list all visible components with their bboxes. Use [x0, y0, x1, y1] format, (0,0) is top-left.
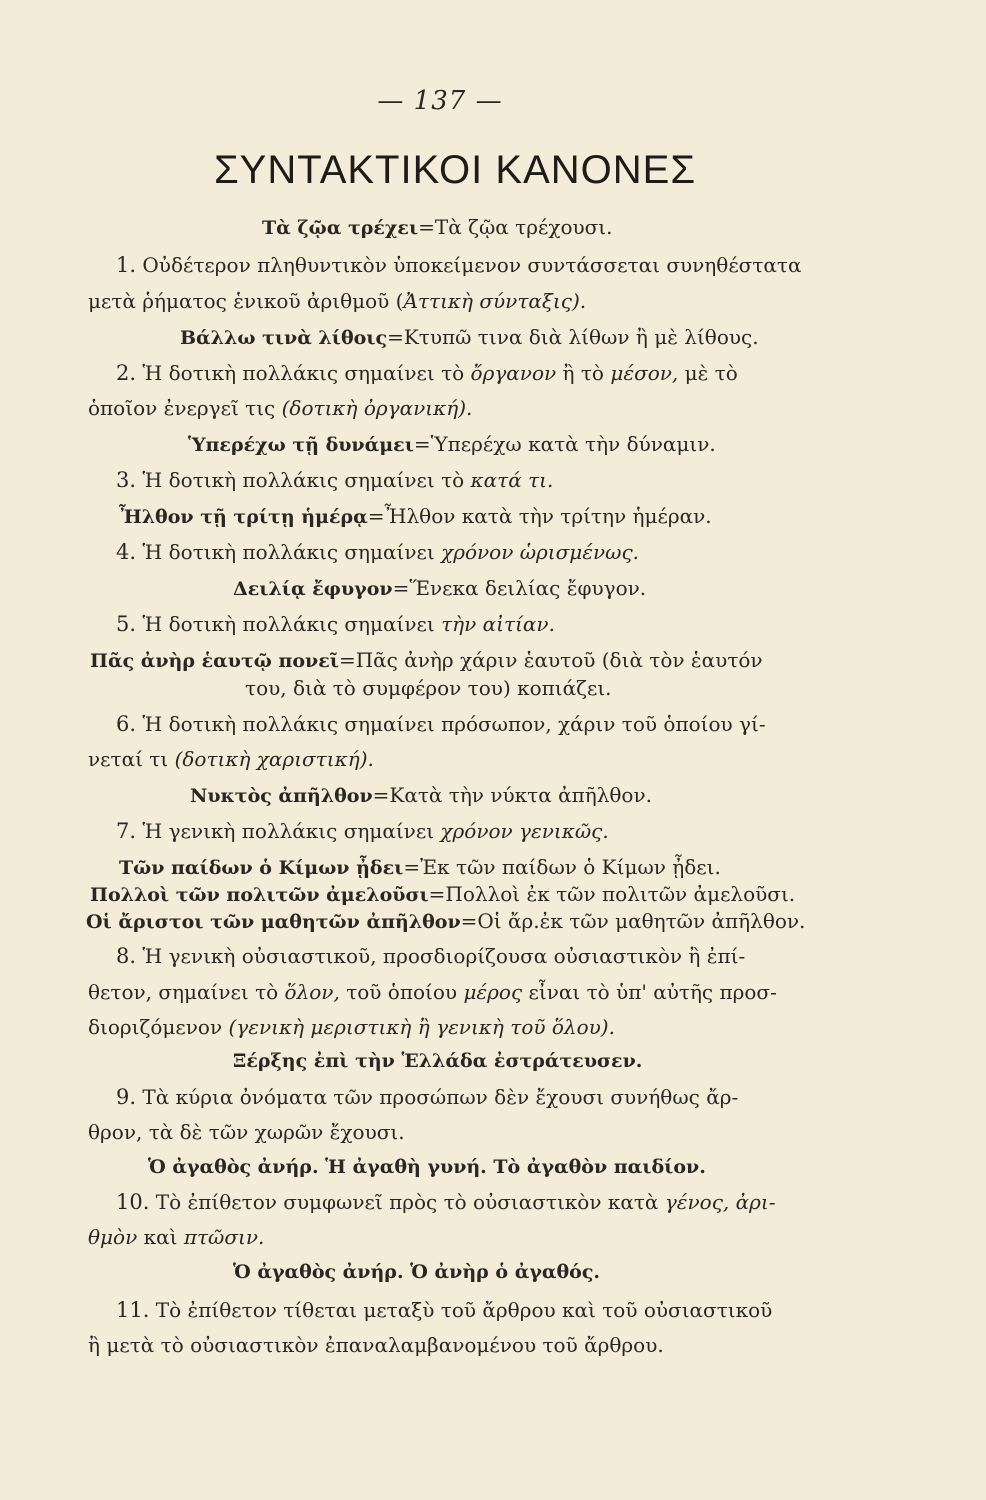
rule-2: 2. Ἡ δοτικὴ πολλάκις σημαίνει τὸ ὄργανον ἢ τὸ μέσον, μὲ τὸ	[116, 361, 738, 385]
rule-7: 7. Ἡ γενικὴ πολλάκις σημαίνει χρόνον γενικῶς.	[116, 819, 609, 843]
example-line: Τὰ ζῷα τρέχει=Τὰ ζῷα τρέχουσι.	[262, 215, 613, 239]
rule-9: 9. Τὰ κύρια ὀνόματα τῶν προσώπων δὲν ἔχουσι συνήθως ἄρ-	[116, 1085, 739, 1109]
rule-11-cont: ἢ μετὰ τὸ οὐσιαστικὸν ἐπαναλαμβανομένου τοῦ ἄρθρου.	[88, 1333, 664, 1357]
page-number: — 137 —	[377, 86, 503, 116]
example-line: Ἦλθον τῇ τρίτῃ ἡμέρᾳ=Ἦλθον κατὰ τὴν τρίτην ἡμέραν.	[119, 504, 712, 528]
rule-6: 6. Ἡ δοτικὴ πολλάκις σημαίνει πρόσωπον, χάριν τοῦ ὁποίου γί-	[116, 712, 766, 736]
rule-11: 11. Τὸ ἐπίθετον τίθεται μεταξὺ τοῦ ἄρθρου καὶ τοῦ οὐσιαστικοῦ	[116, 1298, 773, 1322]
example-line: Τῶν παίδων ὁ Κίμων ᾖδει=Ἐκ τῶν παίδων ὁ Κίμων ᾖδει.	[119, 855, 721, 879]
page-title: ΣΥΝΤΑΚΤΙΚΟΙ ΚΑΝΟΝΕΣ	[213, 148, 697, 192]
example-line: Πολλοὶ τῶν πολιτῶν ἀμελοῦσι=Πολλοὶ ἐκ τῶν πολιτῶν ἀμελοῦσι.	[90, 882, 796, 906]
rule-3: 3. Ἡ δοτικὴ πολλάκις σημαίνει τὸ κατά τι.	[116, 468, 554, 492]
rule-10: 10. Τὸ ἐπίθετον συμφωνεῖ πρὸς τὸ οὐσιαστικὸν κατὰ γένος, ἀρι-	[116, 1190, 776, 1214]
rule-2-cont: ὁποῖον ἐνεργεῖ τις (δοτικὴ ὀργανική).	[88, 396, 473, 420]
example-line: Ὑπερέχω τῇ δυνάμει=Ὑπερέχω κατὰ τὴν δύναμιν.	[188, 432, 716, 456]
rule-5: 5. Ἡ δοτικὴ πολλάκις σημαίνει τὴν αἰτίαν.	[116, 612, 555, 636]
rule-1: 1. Οὐδέτερον πληθυντικὸν ὑποκείμενον συντάσσεται συνηθέστατα	[116, 253, 802, 277]
rule-8-cont: διοριζόμενον (γενικὴ μεριστικὴ ἢ γενικὴ τοῦ ὅλου).	[88, 1015, 615, 1039]
example-line: Ξέρξης ἐπὶ τὴν Ἑλλάδα ἐστράτευσεν.	[233, 1050, 643, 1072]
example-line: Βάλλω τινὰ λίθοις=Κτυπῶ τινα διὰ λίθων ἢ μὲ λίθους.	[180, 325, 759, 349]
rule-10-cont: θμὸν καὶ πτῶσιν.	[88, 1225, 265, 1249]
rule-8: 8. Ἡ γενικὴ οὐσιαστικοῦ, προσδιορίζουσα οὐσιαστικὸν ἢ ἐπί-	[116, 944, 746, 968]
rule-8-cont: θετον, σημαίνει τὸ ὅλον, τοῦ ὁποίου μέρος εἶναι τὸ ὑπ' αὐτῆς προσ-	[88, 980, 777, 1004]
example-line: Πᾶς ἀνὴρ ἑαυτῷ πονεῖ=Πᾶς ἀνὴρ χάριν ἑαυτοῦ (διὰ τὸν ἑαυτόν	[90, 648, 763, 672]
rule-6-cont: νεταί τι (δοτικὴ χαριστική).	[88, 747, 374, 771]
example-line: Νυκτὸς ἀπῆλθον=Κατὰ τὴν νύκτα ἀπῆλθον.	[190, 783, 652, 807]
example-line: Δειλίᾳ ἔφυγον=Ἕνεκα δειλίας ἔφυγον.	[233, 576, 647, 600]
example-line-cont: του, διὰ τὸ συμφέρον του) κοπιάζει.	[245, 676, 612, 700]
rule-1-cont: μετὰ ῥήματος ἑνικοῦ ἀριθμοῦ (Ἀττικὴ σύνταξις).	[88, 289, 587, 313]
example-line: Ὁ ἀγαθὸς ἀνήρ. Ἡ ἀγαθὴ γυνή. Τὸ ἀγαθὸν παιδίον.	[148, 1156, 706, 1178]
example-line: Οἱ ἄριστοι τῶν μαθητῶν ἀπῆλθον=Οἱ ἄρ.ἐκ τῶν μαθητῶν ἀπῆλθον.	[86, 909, 806, 933]
rule-9-cont: θρον, τὰ δὲ τῶν χωρῶν ἔχουσι.	[88, 1120, 405, 1144]
example-line: Ὁ ἀγαθὸς ἀνήρ. Ὁ ἀνὴρ ὁ ἀγαθός.	[233, 1261, 601, 1283]
rule-4: 4. Ἡ δοτικὴ πολλάκις σημαίνει χρόνον ὡρισμένως.	[116, 540, 640, 564]
